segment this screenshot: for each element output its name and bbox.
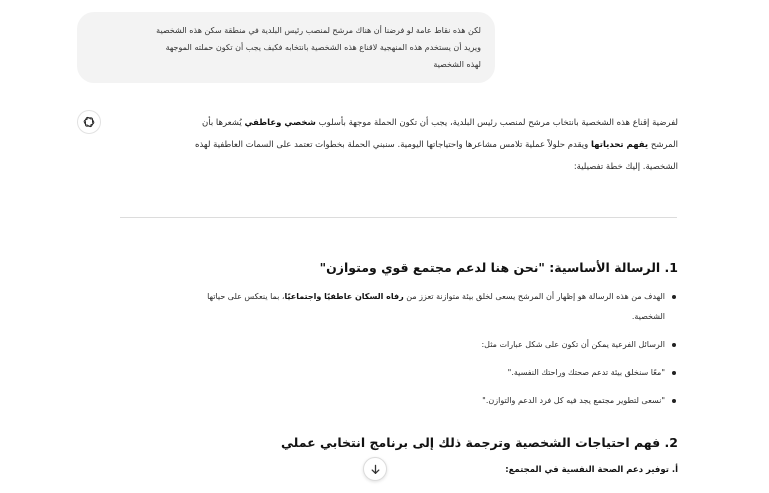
user-message-line: لكن هذه نقاط عامة لو فرضنا أن هناك مرشح لمنصب رئيس البلدية في منطقة سكن هذه الشخصية [156, 26, 481, 35]
user-message-line: ويريد أن يستخدم هذه المنهجية لاقناع هذه الشخصية بانتخابه فكيف يجب أن تكون حملته الموجهة [165, 43, 481, 52]
section-1-list [140, 287, 678, 411]
section-1 [140, 259, 678, 411]
section-divider [120, 217, 677, 218]
intro-line: الشخصية. إليك خطة تفصيلية: [573, 162, 678, 172]
arrow-down-icon [370, 464, 381, 475]
intro-line: المرشح يفهم تحدياتها ويقدم حلولاً عملية تلامس مشاعرها واحتياجاتها اليومية. سنبني الحملة بخطوات تعتمد على السمات العاطفية لهذه [195, 140, 678, 150]
assistant-response [140, 112, 678, 178]
list-item: الرسائل الفرعية يمكن أن تكون على شكل عبارات مثل: [140, 335, 665, 355]
user-message-bubble [77, 12, 495, 83]
response-intro [140, 112, 678, 178]
scroll-to-bottom-button[interactable] [363, 457, 387, 481]
section-2-heading: 2. فهم احتياجات الشخصية وترجمة ذلك إلى برنامج انتخابي عملي [281, 435, 678, 450]
intro-line: لفرضية إقناع هذه الشخصية بانتخاب مرشح لمنصب رئيس البلدية، يجب أن تكون الحملة موجهة بأسلوب شخصي وعاطفي يُشعرها بأن [202, 118, 678, 128]
section-2 [140, 434, 678, 475]
list-item: "معًا سنخلق بيئة تدعم صحتك وراحتك النفسية." [140, 363, 665, 383]
assistant-avatar [77, 110, 101, 134]
list-item: الهدف من هذه الرسالة هو إظهار أن المرشح يسعى لخلق بيئة متوازنة تعزز من رفاه السكان عاطفيًا واجتماعيًا، بما ينعكس على حياتها الشخصية. [140, 287, 665, 327]
list-item: "نسعى لتطوير مجتمع يجد فيه كل فرد الدعم والتوازن." [140, 391, 665, 411]
section-2-subheading: أ. توفير دعم الصحة النفسية في المجتمع: [505, 465, 678, 475]
openai-logo-icon [82, 115, 96, 129]
section-1-heading: 1. الرسالة الأساسية: "نحن هنا لدعم مجتمع قوي ومتوازن" [319, 260, 678, 275]
user-message-line: لهذه الشخصية [433, 60, 481, 69]
